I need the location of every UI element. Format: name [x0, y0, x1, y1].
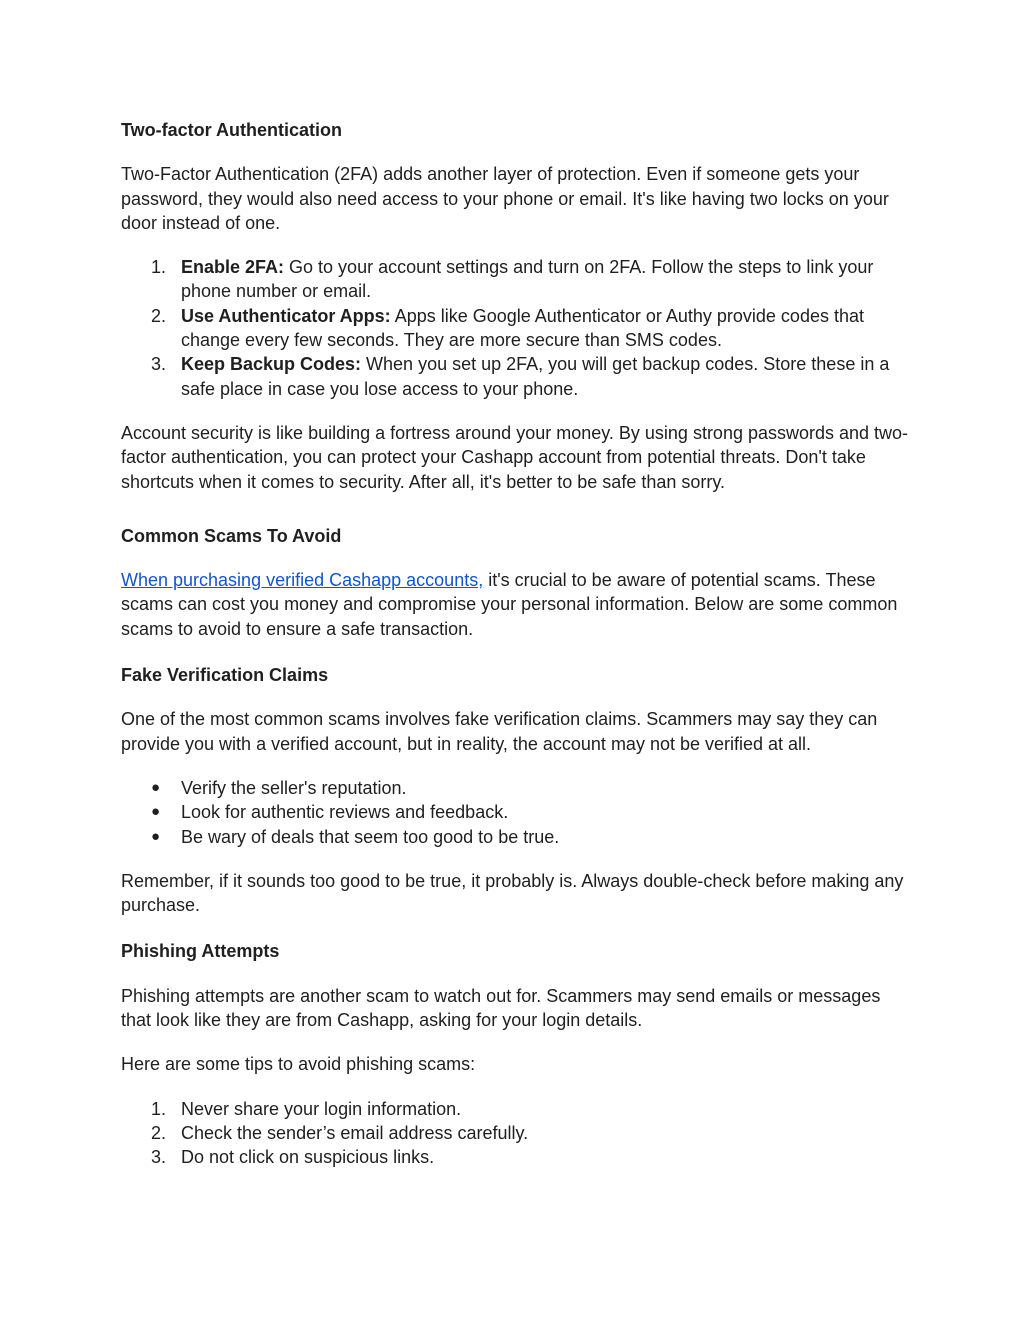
list-item [121, 776, 911, 800]
security-summary-paragraph: Account security is like building a fortress around your money. By using strong passwords and two-factor authentication, you can protect your Cashapp account from potential threats. Don't take shortcuts when it comes to security. After all, it's better to be safe than sorry. [121, 422, 909, 492]
verified-accounts-link[interactable]: When purchasing verified Cashapp accounts, [121, 570, 484, 591]
section-heading-fake-verification: Fake Verification Claims [121, 665, 329, 686]
list-item [121, 352, 911, 401]
fake-verification-outro-paragraph: Remember, if it sounds too good to be true, it probably is. Always double-check before making any purchase. [121, 870, 904, 916]
section-heading-two-factor: Two-factor Authentication [121, 120, 342, 140]
list-item-text: Check the sender’s email address carefully. [181, 1122, 529, 1143]
bullet-icon: ● [151, 827, 161, 845]
common-scams-intro-paragraph [121, 568, 911, 641]
list-item [121, 1121, 911, 1145]
step-text: Apps like Google Authenticator or Authy provide codes that change every few seconds. They are more secure than SMS codes. [181, 305, 864, 351]
phishing-intro-paragraph: Phishing attempts are another scam to watch out for. Scammers may send emails or messages that look like they are from Cashapp, asking for your login details. [121, 985, 881, 1031]
two-factor-intro-paragraph: Two-Factor Authentication (2FA) adds another layer of protection. Even if someone gets your password, they would also need access to your phone or email. It's like having two locks on your door instead of one. [121, 164, 889, 233]
list-item [121, 1097, 911, 1121]
two-factor-steps-list [121, 255, 911, 401]
step-text: Go to your account settings and turn on 2FA. Follow the steps to link your phone number or email. [181, 257, 874, 302]
step-title: Use Authenticator Apps: [181, 305, 391, 326]
list-item-text: Never share your login information. [181, 1098, 462, 1119]
phishing-tips-intro: Here are some tips to avoid phishing scams: [121, 1054, 476, 1075]
fake-verification-intro-paragraph: One of the most common scams involves fake verification claims. Scammers may say they can provide you with a verified account, but in reality, the account may not be verified at all. [121, 709, 878, 754]
list-item-text: Look for authentic reviews and feedback. [181, 802, 509, 823]
list-number: 1. [151, 1098, 167, 1119]
bullet-icon: ● [151, 778, 161, 796]
step-title: Enable 2FA: [181, 257, 285, 278]
list-item-text: Be wary of deals that seem too good to be true. [181, 826, 560, 847]
section-heading-common-scams: Common Scams To Avoid [121, 525, 342, 546]
list-number: 3. [151, 354, 167, 375]
list-item [121, 255, 911, 304]
list-item-text: Do not click on suspicious links. [181, 1147, 435, 1168]
list-number: 2. [151, 1122, 167, 1143]
list-item [121, 304, 911, 353]
phishing-tips-list [121, 1097, 911, 1170]
common-scams-intro-text: it's crucial to be aware of potential scams. These scams can cost you money and compromise your personal information. Below are some common scams to avoid to ensure a safe transaction. [121, 570, 898, 639]
step-title: Keep Backup Codes: [181, 354, 362, 375]
document-page [121, 118, 911, 1170]
list-item-text: Verify the seller's reputation. [181, 777, 407, 798]
list-number: 1. [151, 257, 167, 278]
list-item [121, 1145, 911, 1169]
list-item [121, 800, 911, 824]
step-text: When you set up 2FA, you will get backup codes. Store these in a safe place in case you lose access to your phone. [181, 354, 890, 399]
list-number: 3. [151, 1147, 167, 1168]
list-item [121, 825, 911, 849]
bullet-icon: ● [151, 803, 161, 821]
list-number: 2. [151, 305, 167, 326]
fake-verification-bullet-list [121, 776, 911, 849]
section-heading-phishing: Phishing Attempts [121, 941, 280, 962]
